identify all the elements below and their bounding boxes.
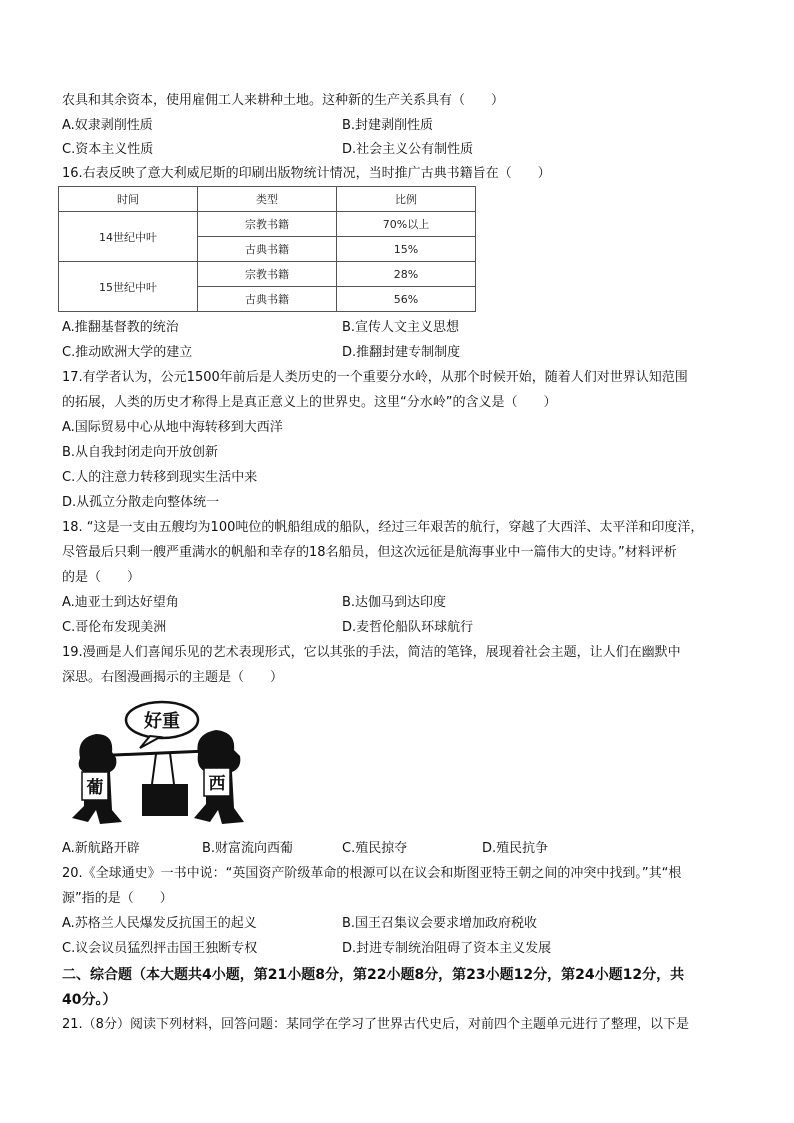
q16-option-c: C.推动欧洲大学的建立 (62, 345, 193, 360)
table-type-cell: 古典书籍 (198, 287, 337, 312)
q16-stats-table (58, 186, 476, 312)
table-ratio-cell: 70%以上 (337, 212, 476, 237)
q20-option-a: A.苏格兰人民爆发反抗国王的起义 (62, 916, 257, 931)
treasure-bag (142, 784, 188, 816)
q19-stem-line2: 深思。右图漫画揭示的主题是（ ） (62, 670, 284, 685)
q20-stem-line1: 20.《全球通史》一书中说：“英国资产阶级革命的根源可以在议会和斯图亚特王朝之间的冲突中找到。”其“根 (62, 866, 682, 881)
q20-option-d: D.封进专制统治阻碍了资本主义发展 (342, 941, 552, 956)
table-type-cell: 宗教书籍 (198, 212, 337, 237)
q18-option-b: B.达伽马到达印度 (342, 595, 447, 610)
q19-option-b: B.财富流向西葡 (202, 841, 294, 856)
q19-option-a: A.新航路开辟 (62, 841, 140, 856)
q15-option-d: D.社会主义公有制性质 (342, 142, 474, 157)
q15-stem-tail: 农具和其余资本，使用雇佣工人来耕种土地。这种新的生产关系具有（ ） (62, 93, 505, 108)
right-figure-label: 西 (208, 774, 226, 794)
q19-option-c: C.殖民掠夺 (342, 841, 408, 856)
table-ratio-cell: 28% (337, 262, 476, 287)
table-ratio-cell: 56% (337, 287, 476, 312)
table-type-cell: 宗教书籍 (198, 262, 337, 287)
table-period-cell: 15世纪中叶 (59, 262, 198, 312)
q15-option-b: B.封建剥削性质 (342, 118, 434, 133)
q16-option-a: A.推翻基督教的统治 (62, 320, 179, 335)
q15-option-a: A.奴隶剥削性质 (62, 118, 153, 133)
table-header-row (59, 187, 476, 212)
q16-stem: 16.右表反映了意大利威尼斯的印刷出版物统计情况，当时推广古典书籍旨在（ ） (62, 166, 551, 181)
q18-stem-line2: 尽管最后只剩一艘严重满水的帆船和幸存的18名船员，但这次远征是航海事业中一篇伟大的史诗。”材料评析 (62, 545, 677, 560)
q20-option-c: C.议会议员猛烈抨击国王独断专权 (62, 941, 258, 956)
table-ratio-cell: 15% (337, 237, 476, 262)
q17-stem-line1: 17.有学者认为，公元1500年前后是人类历史的一个重要分水岭，从那个时候开始，随着人们对世界认知范围 (62, 370, 688, 385)
table-period-cell: 14世纪中叶 (59, 212, 198, 262)
table-row (59, 212, 476, 237)
section2-heading-line1: 二、综合题（本大题共4小题，第21小题8分，第22小题8分，第23小题12分，第24小题12分，共 (62, 967, 685, 983)
table-header-cell: 类型 (198, 187, 337, 212)
q18-option-c: C.哥伦布发现美洲 (62, 620, 167, 635)
q17-option-d: D.从孤立分散走向整体统一 (62, 495, 220, 510)
table-row (59, 262, 476, 287)
table-header-cell: 比例 (337, 187, 476, 212)
q16-option-b: B.宣传人文主义思想 (342, 320, 460, 335)
q16-option-d: D.推翻封建专制制度 (342, 345, 461, 360)
q17-option-b: B.从自我封闭走向开放创新 (62, 445, 219, 460)
q18-option-d: D.麦哲伦船队环球航行 (342, 620, 474, 635)
table-type-cell: 古典书籍 (198, 237, 337, 262)
q20-option-b: B.国王召集议会要求增加政府税收 (342, 916, 538, 931)
q15-option-c: C.资本主义性质 (62, 142, 154, 157)
table-header-cell: 时间 (59, 187, 198, 212)
q17-stem-line2: 的拓展，人类的历史才称得上是真正意义上的世界史。这里“分水岭”的含义是（ ） (62, 395, 557, 410)
q18-option-a: A.迪亚士到达好望角 (62, 595, 179, 610)
q20-stem-line2: 源”指的是（ ） (62, 891, 173, 906)
q17-option-a: A.国际贸易中心从地中海转移到大西洋 (62, 420, 283, 435)
q19-option-d: D.殖民抗争 (482, 841, 549, 856)
left-figure-label: 葡 (86, 778, 104, 798)
q21-stem: 21.（8分）阅读下列材料，回答问题：某同学在学习了世界古代史后，对前四个主题单元进行了整理，以下是 (62, 1017, 689, 1032)
section2-heading-line2: 40分。） (62, 992, 117, 1008)
q17-option-c: C.人的注意力转移到现实生活中来 (62, 470, 258, 485)
q18-stem-line3: 的是（ ） (62, 570, 141, 585)
q19-stem-line1: 19.漫画是人们喜闻乐见的艺术表现形式，它以其张的手法，简洁的笔锋，展现着社会主题，让人们在幽默中 (62, 645, 681, 660)
q18-stem-line1: 18. “这是一支由五艘均为100吨位的帆船组成的船队，经过三年艰苦的航行，穿越了大西洋、太平洋和印度洋， (62, 520, 704, 535)
speech-bubble-tail (140, 736, 160, 748)
q19-cartoon (70, 698, 246, 830)
bubble-text: 好重 (144, 711, 180, 732)
